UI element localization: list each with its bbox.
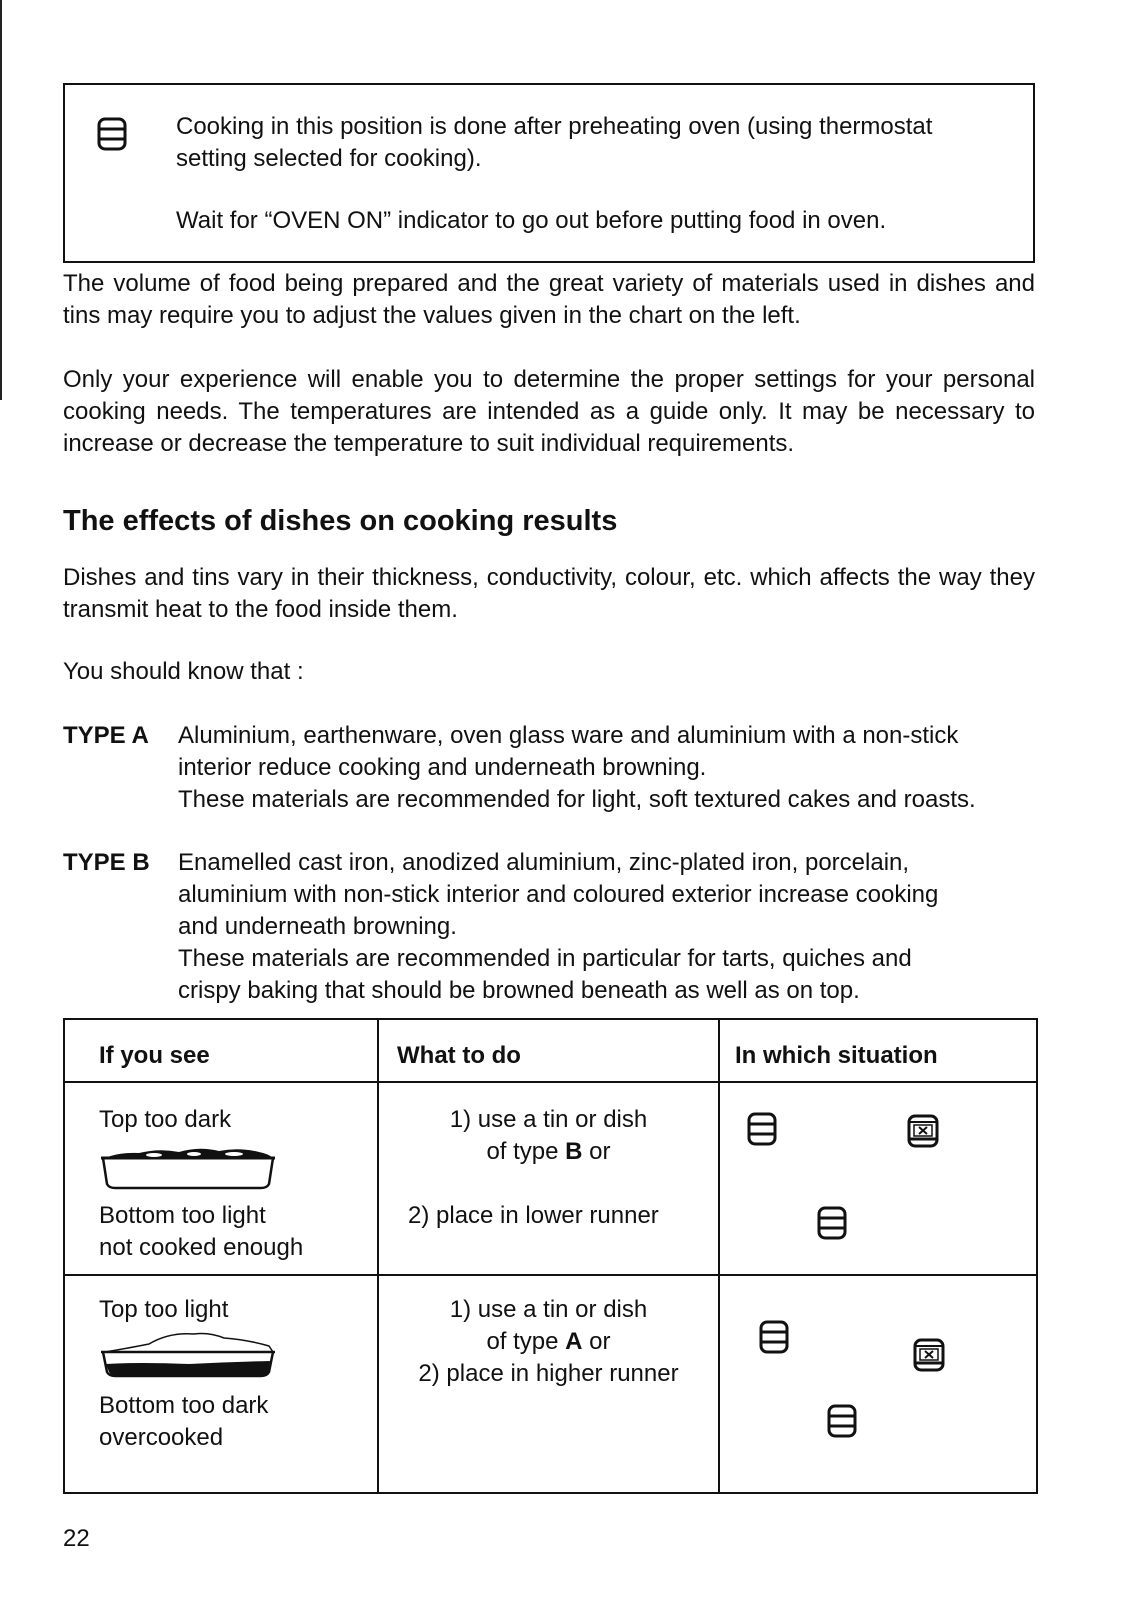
row2-type-prefix: of type [486,1328,566,1355]
row1-type-prefix: of type [486,1138,566,1165]
row2-bottom-line-2: overcooked [99,1424,224,1451]
row2-type-letter: A [565,1328,583,1355]
type-b-line: aluminium with non-stick interior and coloured exterior increase cooking [178,881,939,908]
row1-action-line-1: 1) use a tin or dish [449,1106,648,1133]
row2-action-line-3: 2) place in higher runner [418,1360,679,1387]
row1-type-suffix: or [582,1138,611,1165]
type-a-label: TYPE A [63,722,149,749]
table-column-divider [718,1020,720,1492]
oven-icon [759,1320,789,1354]
oven-icon [827,1404,857,1438]
row2-bottom-condition [99,1390,268,1454]
row2-bottom-line-1: Bottom too dark [99,1392,269,1419]
paragraph-know: You should know that : [63,658,304,685]
oven-icon [817,1206,847,1240]
type-b-description [178,847,1035,1007]
header-what-to-do: What to do [397,1042,521,1069]
row1-action-1 [379,1104,718,1168]
header-if-you-see: If you see [99,1042,210,1069]
type-b-line: and underneath browning. [178,913,457,940]
type-a-line: These materials are recommended for light, soft textured cakes and roasts. [178,786,976,813]
row1-action-2: 2) place in lower runner [408,1202,659,1229]
dish-top-dark-illustration [99,1144,277,1190]
row2-type-suffix: or [582,1328,611,1355]
row2-action-line-2 [379,1326,718,1358]
row1-action-line-2 [379,1136,718,1168]
table-row-divider [65,1274,1036,1276]
section-heading: The effects of dishes on cooking results [63,505,618,537]
type-b-line: Enamelled cast iron, anodized aluminium, zinc-plated iron, porcelain, [178,849,910,876]
row2-action-line-1: 1) use a tin or dish [449,1296,648,1323]
type-a-line: Aluminium, earthenware, oven glass ware and aluminium with a non-stick [178,722,959,749]
paragraph-volume: The volume of food being prepared and the great variety of materials used in dishes and tins may require you to adjust the values given in the chart on the left. [63,270,1035,329]
notice-line-2: setting selected for cooking). [176,145,482,172]
type-a-description [178,720,1035,816]
page-number: 22 [63,1525,90,1552]
fan-oven-icon [907,1114,939,1148]
notice-box [63,83,1035,263]
table-header-divider [65,1081,1036,1083]
row2-top-condition: Top too light [99,1296,229,1323]
notice-line-1: Cooking in this position is done after preheating oven (using thermostat [176,113,933,140]
oven-icon [747,1112,777,1146]
row1-type-letter: B [565,1138,583,1165]
type-b-line: These materials are recommended in particular for tarts, quiches and [178,945,912,972]
paragraph-experience: Only your experience will enable you to determine the proper settings for your personal cooking needs. The temperatures are intended as a guide only. It may be necessary to increase or decrease the temperature to suit individual requirements. [63,366,1035,457]
results-table [63,1018,1038,1494]
row1-bottom-line-1: Bottom too light [99,1202,266,1229]
row2-actions [379,1294,718,1390]
header-in-which-situation: In which situation [735,1042,938,1069]
paragraph-dishes: Dishes and tins vary in their thickness, conductivity, colour, etc. which affects the way they transmit heat to the food inside them. [63,564,1035,623]
type-a-line: interior reduce cooking and underneath browning. [178,754,707,781]
row1-bottom-condition [99,1200,303,1264]
type-b-line: crispy baking that should be browned beneath as well as on top. [178,977,860,1004]
row1-top-condition: Top too dark [99,1106,232,1133]
fan-oven-icon [913,1338,945,1372]
table-column-divider [377,1020,379,1492]
row1-bottom-line-2: not cooked enough [99,1234,304,1261]
notice-line-3: Wait for “OVEN ON” indicator to go out before putting food in oven. [176,207,887,234]
type-b-label: TYPE B [63,849,150,876]
dish-bottom-dark-illustration [99,1328,277,1378]
page-edge-rule [0,0,2,400]
oven-icon [97,117,127,151]
